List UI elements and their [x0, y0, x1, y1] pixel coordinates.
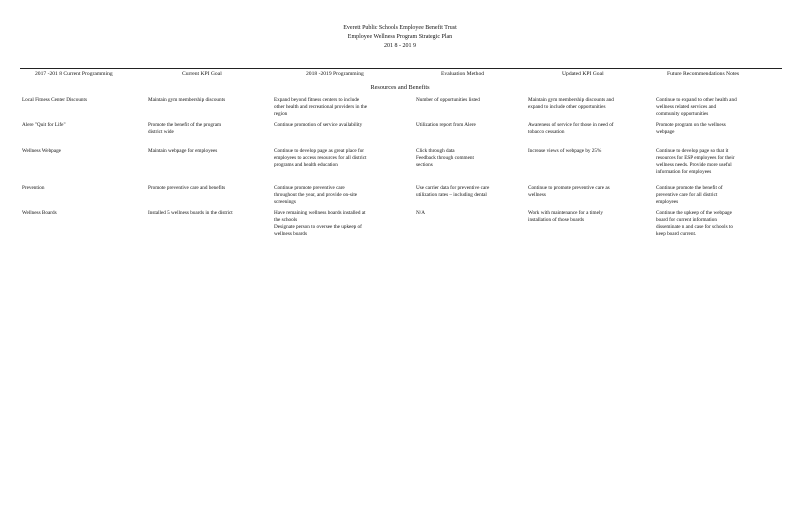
column-header-programming: 2018 -2019 Programming	[306, 71, 364, 77]
column-header-current-kpi: Current KPI Goal	[182, 71, 222, 77]
column-header-evaluation: Evaluation Method	[441, 71, 485, 77]
table-top-rule	[20, 68, 782, 69]
cell-updated-kpi: Continue to promote preventive care as wellness	[528, 185, 610, 198]
cell-plan: Continue promote preventive care throughout the year, and provide on-site screenings	[274, 185, 358, 205]
cell-updated-kpi: Increase views of webpage by 25%	[528, 148, 602, 154]
header-org-title: Everett Public Schools Employee Benefit Trust	[343, 25, 457, 31]
cell-plan: Continue promotion of service availability	[274, 122, 363, 128]
cell-future: Continue the upkeep of the webpage board for current information disseminate n and case for schools to keep board current.	[656, 210, 733, 237]
cell-kpi: Maintain gym membership discounts	[148, 97, 226, 103]
section-title: Resources and Benefits	[370, 84, 430, 91]
cell-evaluation: Click through data Feedback through comment sections	[416, 148, 474, 168]
cell-kpi: Promote the benefit of the program district wide	[148, 122, 222, 135]
column-header-updated-kpi: Updated KPI Goal	[562, 71, 604, 77]
cell-future: Continue to develop page so that it resources for ESP employees for their wellness needs. Provide more useful information for employees	[656, 148, 735, 175]
cell-future: Continue to expand to other health and wellness related services and community opportunities	[656, 97, 737, 117]
column-header-current-programming: 2017 -201 8 Current Programming	[35, 71, 113, 77]
cell-evaluation: Number of opportunities listed	[416, 97, 480, 103]
cell-evaluation: Use carrier data for preventive care utilization rates – including dental	[416, 185, 490, 198]
cell-plan: Continue to develop page as great place for employees to access resources for all district programs and health education	[274, 148, 367, 168]
cell-kpi: Installed 5 wellness boards in the district	[148, 210, 233, 216]
cell-updated-kpi: Maintain gym membership discounts and expand to include other opportunities	[528, 97, 614, 110]
cell-updated-kpi: Awareness of service for those in need of tobacco cessation	[528, 122, 614, 135]
cell-evaluation: N/A	[416, 210, 425, 216]
cell-program: Wellness Webpage	[22, 148, 61, 154]
cell-program: Local Fitness Center Discounts	[22, 97, 87, 103]
header-years: 201 8 - 201 9	[384, 43, 416, 49]
cell-future: Continue promote the benefit of preventive care for all district employees	[656, 185, 723, 205]
cell-kpi: Maintain webpage for employees	[148, 148, 218, 154]
cell-plan: Expand beyond fitness centers to include other health and recreational providers in the region	[274, 97, 368, 117]
cell-program: Wellness Boards	[22, 210, 57, 216]
cell-evaluation: Utilization report from Alere	[416, 122, 476, 128]
cell-plan: Have remaining wellness boards installed at the schools Designate person to oversee the upkeep of wellness boards	[274, 210, 366, 237]
cell-future: Promote program on the wellness webpage	[656, 122, 726, 135]
cell-program: Alere "Quit for Life"	[22, 122, 66, 128]
column-header-future-notes: Future Recommendations Notes	[667, 71, 740, 77]
header-plan-title: Employee Wellness Program Strategic Plan	[347, 34, 453, 40]
cell-updated-kpi: Work with maintenance for a timely installation of those boards	[528, 210, 603, 223]
cell-program: Prevention	[22, 185, 45, 191]
cell-kpi: Promote preventive care and benefits	[148, 185, 226, 191]
